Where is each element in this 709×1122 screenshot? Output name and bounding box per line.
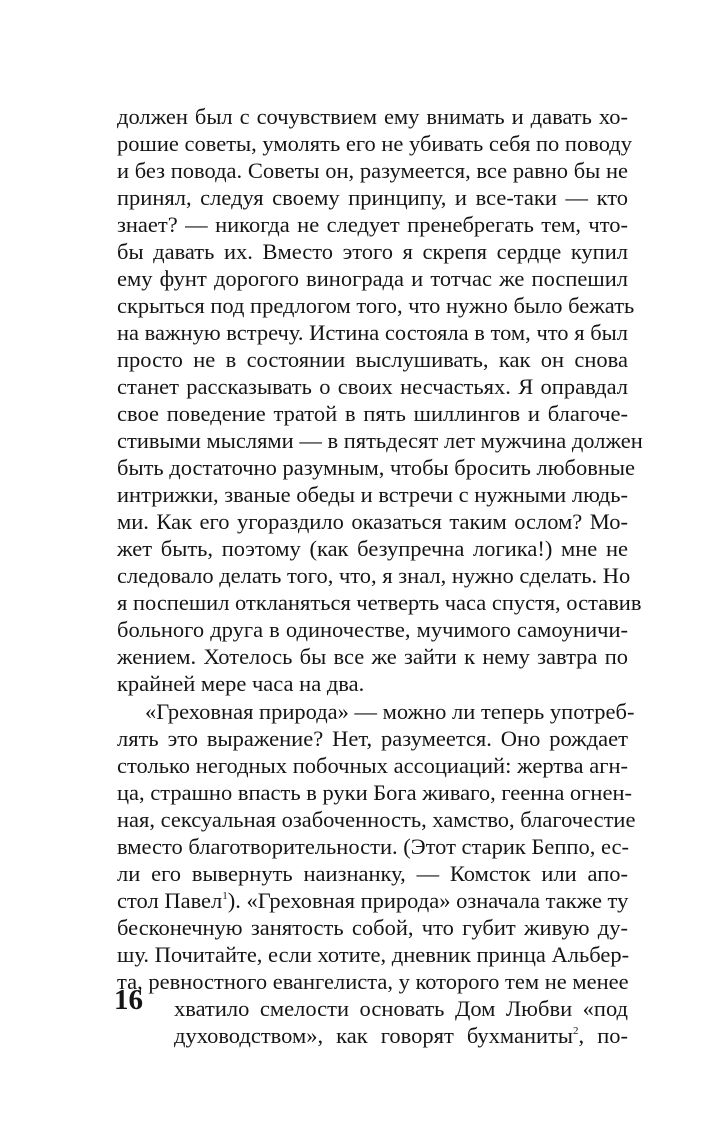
- text-line: бесконечную занятость собой, что губит живую ду-: [117, 915, 628, 940]
- text-line: крайней мере часа на два.: [117, 671, 365, 696]
- text-line: ми. Как его угораздило оказаться таким ослом? Мо-: [117, 509, 628, 534]
- text-line: принял, следуя своему принципу, и все-таки — кто: [117, 185, 628, 210]
- text-line: интрижки, званые обеды и встречи с нужными людь-: [117, 482, 628, 507]
- text-line: ца, страшно впасть в руки Бога живаго, геенна огнен-: [117, 780, 632, 805]
- text-line: шу. Почитайте, если хотите, дневник принца Альбер-: [117, 942, 630, 967]
- text-fragment: ). «Греховная природа» означала также ту: [227, 888, 629, 913]
- text-line: и без повода. Советы он, разумеется, все равно бы не: [117, 158, 628, 183]
- text-line: рошие советы, умолять его не убивать себя по поводу: [117, 131, 632, 156]
- text-line: ли его вывернуть наизнанку, — Комсток или апо-: [117, 861, 628, 886]
- text-line: стивыми мыслями — в пятьдесят лет мужчина должен: [117, 428, 643, 453]
- text-line: хватило смелости основать Дом Любви «под: [174, 996, 628, 1021]
- text-line: следовало делать того, что, я знал, нужно сделать. Но: [117, 563, 631, 588]
- text-line: лять это выражение? Нет, разумеется. Оно рождает: [117, 726, 628, 751]
- text-line: знает? — никогда не следует пренебрегать тем, что-: [117, 212, 628, 237]
- text-line: ная, сексуальная озабоченность, хамство, благочестие: [117, 807, 636, 832]
- footnote-mark: 2: [573, 1025, 579, 1037]
- page-number: 16: [114, 984, 143, 1016]
- text-line: [174, 1022, 628, 1049]
- footnote-mark: 1: [222, 890, 228, 902]
- text-line: на важную встречу. Истина состояла в том, что я был: [117, 320, 628, 345]
- text-line: жением. Хотелось бы все же зайти к нему завтра по: [117, 644, 628, 669]
- text-line: скрыться под предлогом того, что нужно было бежать: [117, 293, 635, 318]
- text-line: жет быть, поэтому (как безупречна логика!) мне не: [117, 536, 628, 561]
- text-line: [117, 887, 628, 914]
- text-line: должен был с сочувствием ему внимать и давать хо-: [117, 104, 628, 129]
- text-line: просто не в состоянии выслушивать, как он снова: [117, 347, 628, 372]
- text-line: «Греховная природа» — можно ли теперь употреб-: [145, 699, 635, 724]
- text-line: больного друга в одиночестве, мучимого самоуничи-: [117, 617, 628, 642]
- text-line: вместо благотворительности. (Этот старик Беппо, ес-: [117, 834, 629, 859]
- text-line: ему фунт дорогого винограда и тотчас же поспешил: [117, 266, 628, 291]
- text-line: та, ревностного евангелиста, у которого тем не менее: [117, 969, 629, 994]
- text-fragment: духоводством», как говорят бухманиты: [174, 1023, 574, 1048]
- text-line: станет рассказывать о своих несчастьях. Я оправдал: [117, 374, 628, 399]
- text-line: столько негодных побочных ассоциаций: жертва агн-: [117, 753, 628, 778]
- text-fragment: стол Павел: [117, 888, 223, 913]
- text-line: свое поведение тратой в пять шиллингов и благоче-: [117, 401, 628, 426]
- text-line: быть достаточно разумным, чтобы бросить любовные: [117, 455, 636, 480]
- text-line: я поспешил откланяться четверть часа спустя, оставив: [117, 590, 642, 615]
- text-line: бы давать их. Вместо этого я скрепя сердце купил: [117, 239, 628, 264]
- text-fragment: , по-: [578, 1023, 628, 1048]
